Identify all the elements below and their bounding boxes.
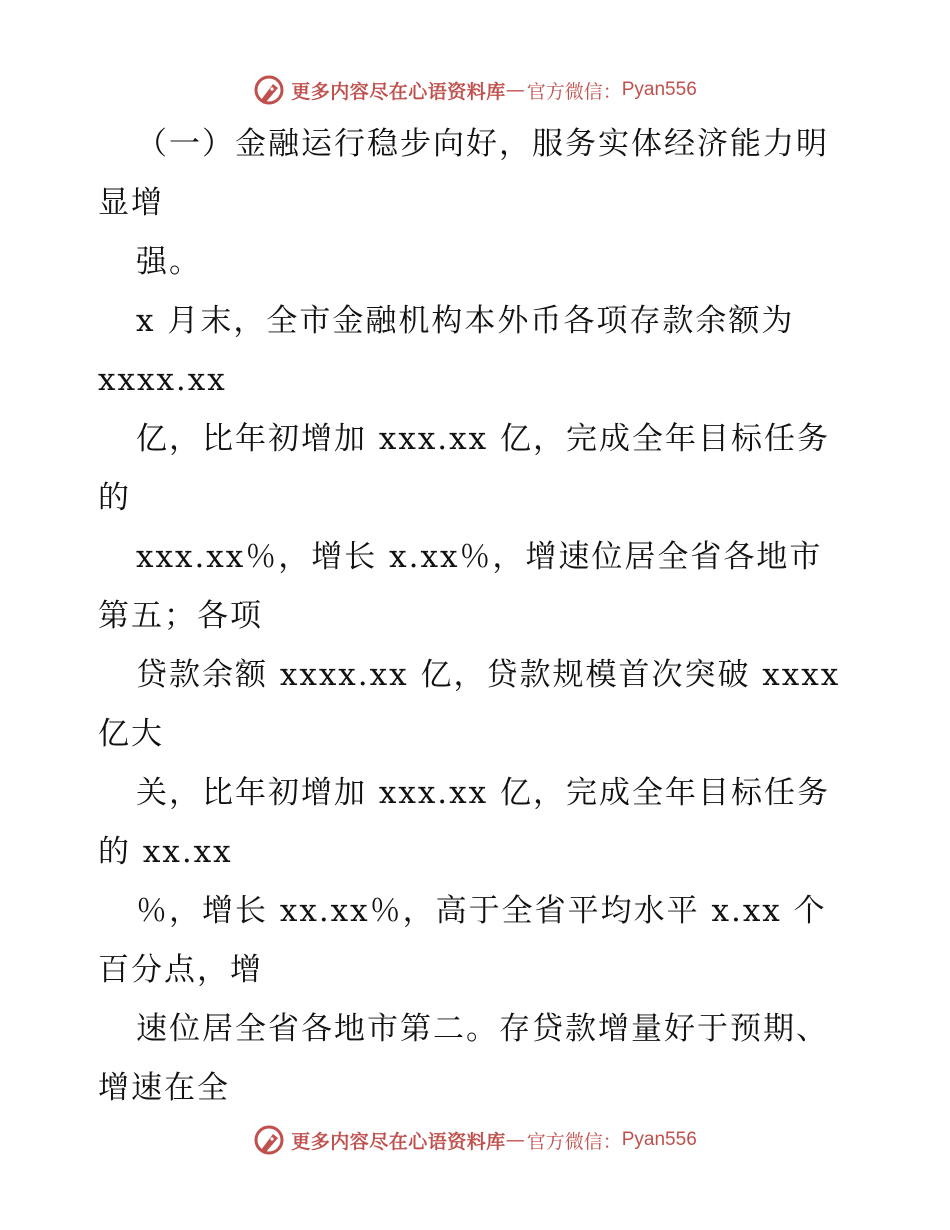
text-line: ％，增长 xx.xx％，高于全省平均水平 x.xx 个 (136, 893, 827, 929)
text-line: 显增 (98, 185, 164, 221)
text-line: xxxx.xx (98, 362, 227, 398)
banner-separator: — (505, 79, 525, 101)
header-banner (0, 70, 950, 110)
banner-label: 官方微信： (526, 80, 622, 103)
text-line: 的 xx.xx (98, 834, 233, 870)
footer-banner (0, 1120, 950, 1160)
text-line: 亿大 (98, 716, 164, 752)
banner-wechat-id: Pyan556 (621, 1129, 697, 1150)
banner-separator: — (505, 1129, 525, 1151)
text-line: x 月末，全市金融机构本外币各项存款余额为 (136, 303, 795, 339)
text-line: 第五；各项 (98, 598, 263, 634)
text-line: xxx.xx％，增长 x.xx％，增速位居全省各地市 (136, 539, 823, 575)
text-line: 速位居全省各地市第二。存贷款增量好于预期、 (136, 1011, 829, 1047)
banner-text: 更多内容尽在心语资料库 (291, 80, 506, 103)
text-line: 的 (98, 480, 131, 516)
text-line: 增速在全 (98, 1070, 230, 1106)
text-line: 百分点，增 (98, 952, 263, 988)
text-line: （一）金融运行稳步向好，服务实体经济能力明 (136, 126, 829, 162)
banner-wechat-id: Pyan556 (621, 79, 697, 100)
text-line: 关，比年初增加 xxx.xx 亿，完成全年目标任务 (136, 775, 830, 811)
text-line: 强。 (136, 244, 202, 280)
text-line: 贷款余额 xxxx.xx 亿，贷款规模首次突破 xxxx (136, 657, 841, 693)
banner-text: 更多内容尽在心语资料库 (291, 1130, 506, 1153)
pen-nib-circle-icon (253, 1124, 285, 1156)
pen-nib-circle-icon (253, 74, 285, 106)
banner-label: 官方微信： (526, 1130, 622, 1153)
text-line: 亿，比年初增加 xxx.xx 亿，完成全年目标任务 (136, 421, 830, 457)
